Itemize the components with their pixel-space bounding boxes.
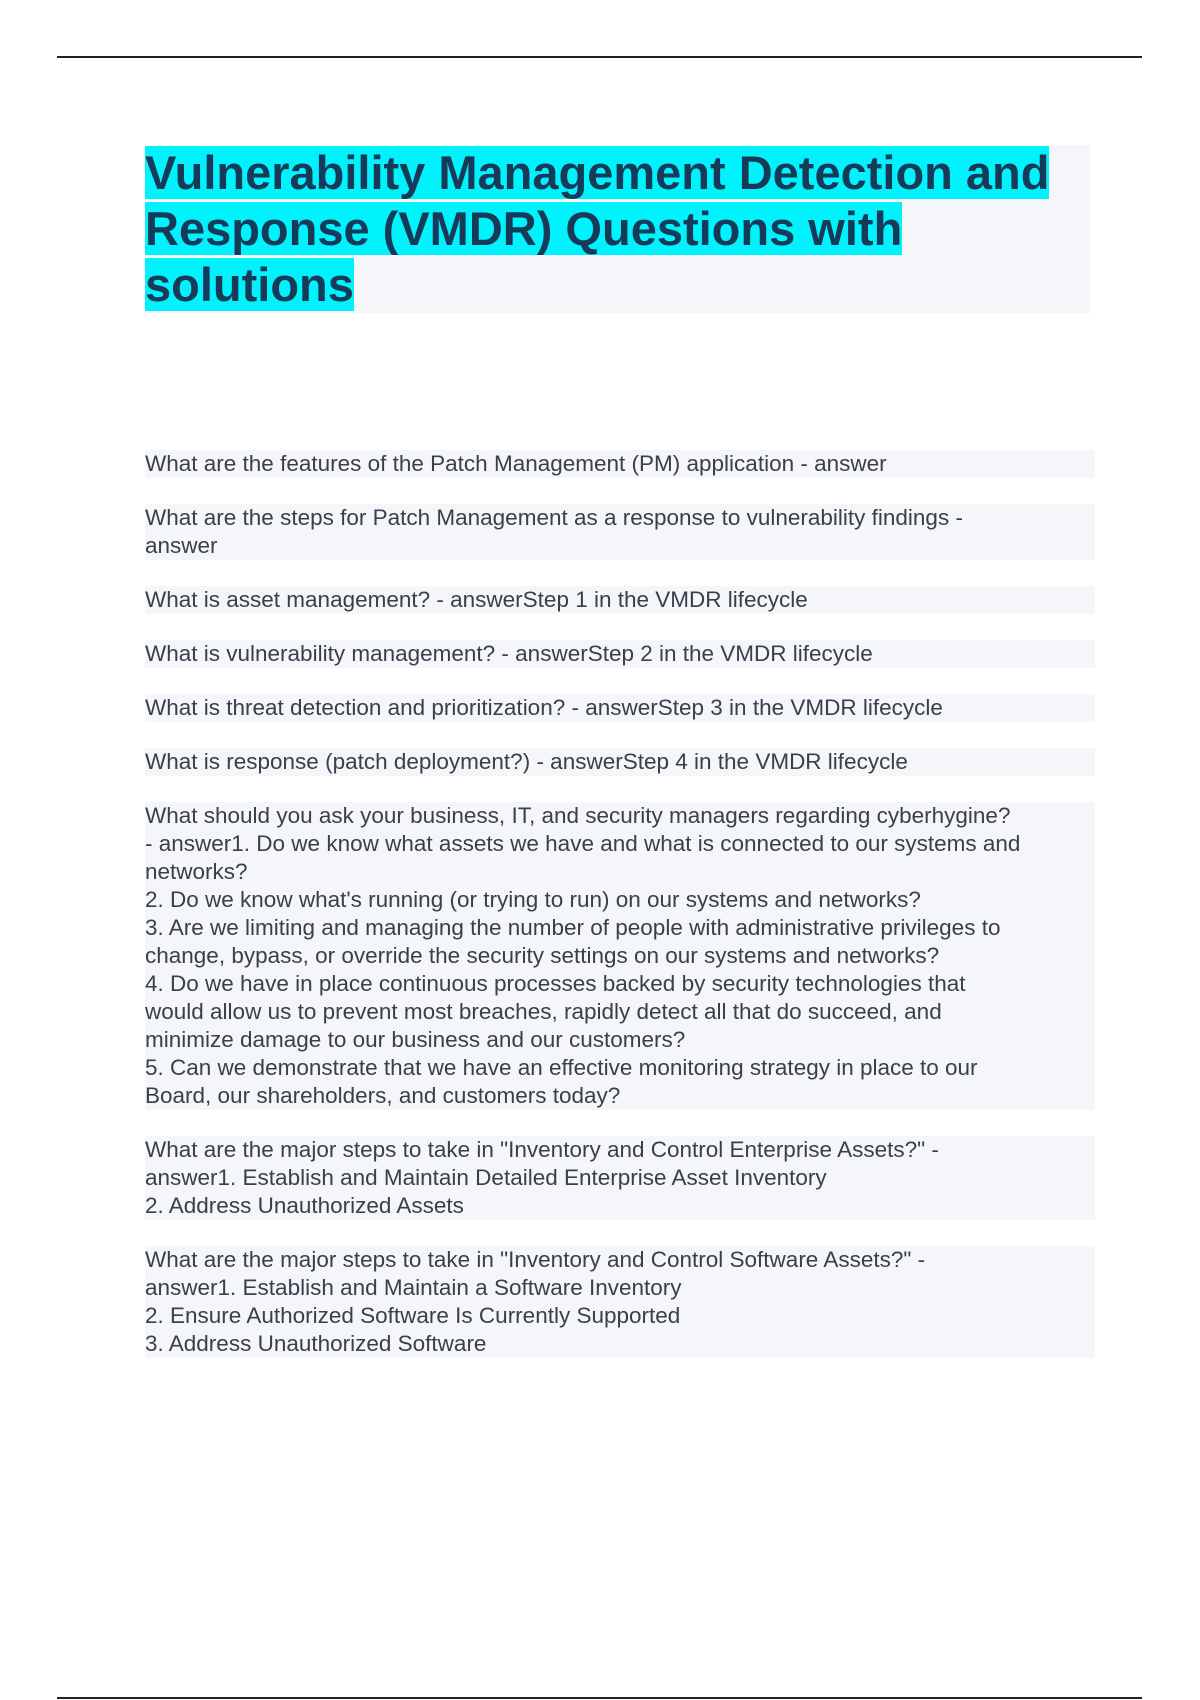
qa-line: 2. Do we know what's running (or trying to run) on our systems and networks? [145,886,1095,914]
qa-item [145,504,1095,560]
qa-line: 4. Do we have in place continuous processes backed by security technologies that [145,970,1095,998]
qa-line: What is response (patch deployment?) - answerStep 4 in the VMDR lifecycle [145,748,1095,776]
qa-line: What are the features of the Patch Management (PM) application - answer [145,450,1095,478]
qa-line: answer [145,532,1095,560]
qa-line: - answer1. Do we know what assets we have and what is connected to our systems and [145,830,1095,858]
qa-item [145,1246,1095,1358]
qa-line: 5. Can we demonstrate that we have an effective monitoring strategy in place to our [145,1054,1095,1082]
header-rule [57,56,1142,58]
qa-item [145,748,1095,776]
qa-line: 2. Address Unauthorized Assets [145,1192,1095,1220]
qa-line: What is threat detection and prioritization? - answerStep 3 in the VMDR lifecycle [145,694,1095,722]
qa-item [145,802,1095,1110]
qa-line: networks? [145,858,1095,886]
document-title: Vulnerability Management Detection and Response (VMDR) Questions with solutions [145,146,1050,311]
qa-line: 3. Address Unauthorized Software [145,1330,1095,1358]
qa-line: would allow us to prevent most breaches, rapidly detect all that do succeed, and [145,998,1095,1026]
qa-list [145,450,1095,1384]
qa-line: What is asset management? - answerStep 1 in the VMDR lifecycle [145,586,1095,614]
qa-item [145,586,1095,614]
qa-line: What should you ask your business, IT, and security managers regarding cyberhygine? [145,802,1095,830]
qa-line: What are the steps for Patch Management as a response to vulnerability findings - [145,504,1095,532]
qa-line: What are the major steps to take in "Inventory and Control Enterprise Assets?" - [145,1136,1095,1164]
qa-line: What are the major steps to take in "Inventory and Control Software Assets?" - [145,1246,1095,1274]
qa-line: Board, our shareholders, and customers today? [145,1082,1095,1110]
qa-item [145,450,1095,478]
footer-rule [57,1697,1142,1699]
qa-line: answer1. Establish and Maintain Detailed Enterprise Asset Inventory [145,1164,1095,1192]
qa-line: What is vulnerability management? - answerStep 2 in the VMDR lifecycle [145,640,1095,668]
qa-item [145,1136,1095,1220]
qa-line: change, bypass, or override the security settings on our systems and networks? [145,942,1095,970]
qa-item [145,694,1095,722]
qa-line: answer1. Establish and Maintain a Software Inventory [145,1274,1095,1302]
qa-line: 2. Ensure Authorized Software Is Currently Supported [145,1302,1095,1330]
qa-line: minimize damage to our business and our customers? [145,1026,1095,1054]
qa-item [145,640,1095,668]
qa-line: 3. Are we limiting and managing the number of people with administrative privileges to [145,914,1095,942]
